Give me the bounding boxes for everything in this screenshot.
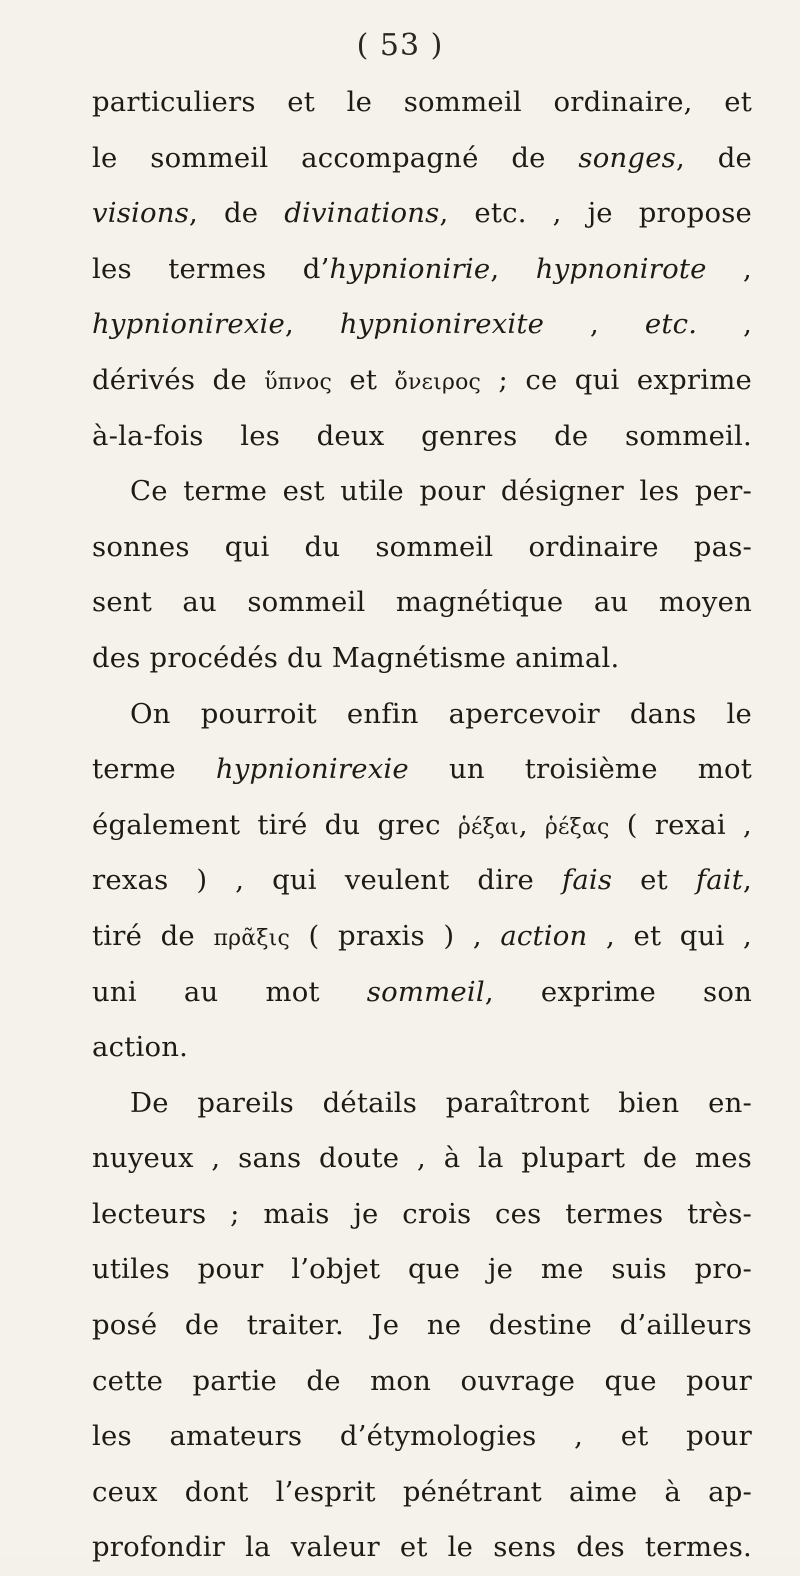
text-line bbox=[92, 1520, 752, 1576]
text-line bbox=[92, 131, 752, 187]
text-run: et bbox=[612, 864, 696, 897]
text-run: posé de traiter. Je ne destine d’ailleurs bbox=[92, 1309, 752, 1342]
greek-word: ῥέξαι bbox=[457, 814, 519, 840]
text-run: ( rexai , bbox=[609, 808, 752, 841]
text-run: dérivés de bbox=[92, 363, 265, 396]
italic-term: fais bbox=[561, 864, 613, 897]
greek-word: ὄνειρος bbox=[394, 369, 482, 395]
text-line bbox=[92, 853, 752, 909]
text-run: un troisième mot bbox=[408, 753, 753, 786]
text-line bbox=[92, 1354, 752, 1410]
text-line bbox=[92, 965, 752, 1021]
text-run: , bbox=[743, 864, 752, 897]
text-run: le sommeil accompagné de bbox=[92, 141, 579, 174]
body-text bbox=[92, 75, 752, 1576]
text-line bbox=[92, 464, 752, 520]
text-run: , de bbox=[675, 141, 752, 174]
text-run: tiré de bbox=[92, 919, 214, 952]
text-run: également tiré du grec bbox=[92, 808, 458, 841]
text-run: action. bbox=[92, 1031, 189, 1064]
text-line bbox=[92, 520, 752, 576]
text-run: sonnes qui du sommeil ordinaire pas- bbox=[92, 530, 752, 563]
italic-term: hypnionirexite bbox=[339, 308, 545, 341]
text-run: , bbox=[544, 308, 645, 341]
text-run: sent au sommeil magnétique au moyen bbox=[92, 586, 752, 619]
text-run: les amateurs d’étymologies , et pour bbox=[92, 1420, 752, 1453]
text-line bbox=[92, 687, 752, 743]
text-run: , bbox=[706, 252, 753, 285]
text-run: cette partie de mon ouvrage que pour bbox=[92, 1364, 752, 1397]
italic-term: hypnonirote bbox=[535, 252, 707, 285]
text-run: , bbox=[285, 308, 340, 341]
page-number: ( 53 ) bbox=[356, 28, 444, 63]
text-line bbox=[92, 1131, 752, 1187]
text-line bbox=[92, 631, 752, 687]
text-line bbox=[92, 1242, 752, 1298]
text-run: les termes d’ bbox=[92, 252, 330, 285]
text-line bbox=[92, 1020, 752, 1076]
text-run: , bbox=[697, 308, 753, 341]
text-run: ; ce qui exprime bbox=[481, 363, 752, 396]
text-run: nuyeux , sans doute , à la plupart de mes bbox=[92, 1142, 752, 1175]
text-run: uni au mot bbox=[92, 975, 367, 1008]
italic-term: visions bbox=[92, 197, 190, 230]
greek-word: ῥέξας bbox=[544, 814, 610, 840]
text-run: et bbox=[332, 363, 395, 396]
text-run: ( praxis ) , bbox=[289, 919, 501, 952]
text-line bbox=[92, 75, 752, 131]
italic-term: songes bbox=[578, 141, 676, 174]
text-run: rexas ) , qui veulent dire bbox=[92, 864, 562, 897]
text-line bbox=[92, 1076, 752, 1132]
text-line bbox=[92, 575, 752, 631]
text-line bbox=[92, 186, 752, 242]
text-run: Ce terme est utile pour désigner les per- bbox=[130, 475, 752, 508]
text-line bbox=[92, 1298, 752, 1354]
italic-term: hypnionirexie bbox=[92, 308, 286, 341]
text-run: utiles pour l’objet que je me suis pro- bbox=[92, 1253, 752, 1286]
italic-term: etc. bbox=[644, 308, 698, 341]
text-run: profondir la valeur et le sens des termes. bbox=[92, 1531, 752, 1564]
italic-term: action bbox=[500, 919, 588, 952]
text-run: à-la-fois les deux genres de sommeil. bbox=[92, 419, 752, 452]
text-run: terme bbox=[92, 753, 216, 786]
text-run: , de bbox=[189, 197, 285, 230]
italic-term: divinations bbox=[284, 197, 440, 230]
text-line bbox=[92, 798, 752, 854]
text-line bbox=[92, 1409, 752, 1465]
text-run: , exprime son bbox=[484, 975, 752, 1008]
text-run: On pourroit enfin apercevoir dans le bbox=[130, 697, 752, 730]
italic-term: hypnionirexie bbox=[215, 753, 409, 786]
text-run: lecteurs ; mais je crois ces termes très- bbox=[92, 1197, 752, 1230]
text-run: ceux dont l’esprit pénétrant aime à ap- bbox=[92, 1475, 752, 1508]
greek-word: ὕπνος bbox=[264, 369, 332, 395]
text-run: particuliers et le sommeil ordinaire, et bbox=[92, 86, 752, 118]
text-line bbox=[92, 353, 752, 409]
text-line bbox=[92, 742, 752, 798]
greek-word: πρᾶξις bbox=[213, 925, 290, 951]
text-line bbox=[92, 909, 752, 965]
text-line bbox=[92, 409, 752, 465]
text-run: des procédés du Magnétisme animal. bbox=[92, 641, 620, 674]
italic-term: hypnionirie bbox=[329, 252, 491, 285]
italic-term: sommeil bbox=[366, 975, 485, 1008]
text-line bbox=[92, 297, 752, 353]
text-run: , bbox=[490, 252, 536, 285]
text-line bbox=[92, 1187, 752, 1243]
text-line bbox=[92, 242, 752, 298]
text-run: , et qui , bbox=[587, 919, 752, 952]
text-run: , bbox=[518, 808, 545, 841]
text-line bbox=[92, 1465, 752, 1521]
text-run: , etc. , je propose bbox=[439, 197, 753, 230]
text-run: De pareils détails paraîtront bien en- bbox=[130, 1086, 752, 1119]
italic-term: fait bbox=[695, 864, 744, 897]
